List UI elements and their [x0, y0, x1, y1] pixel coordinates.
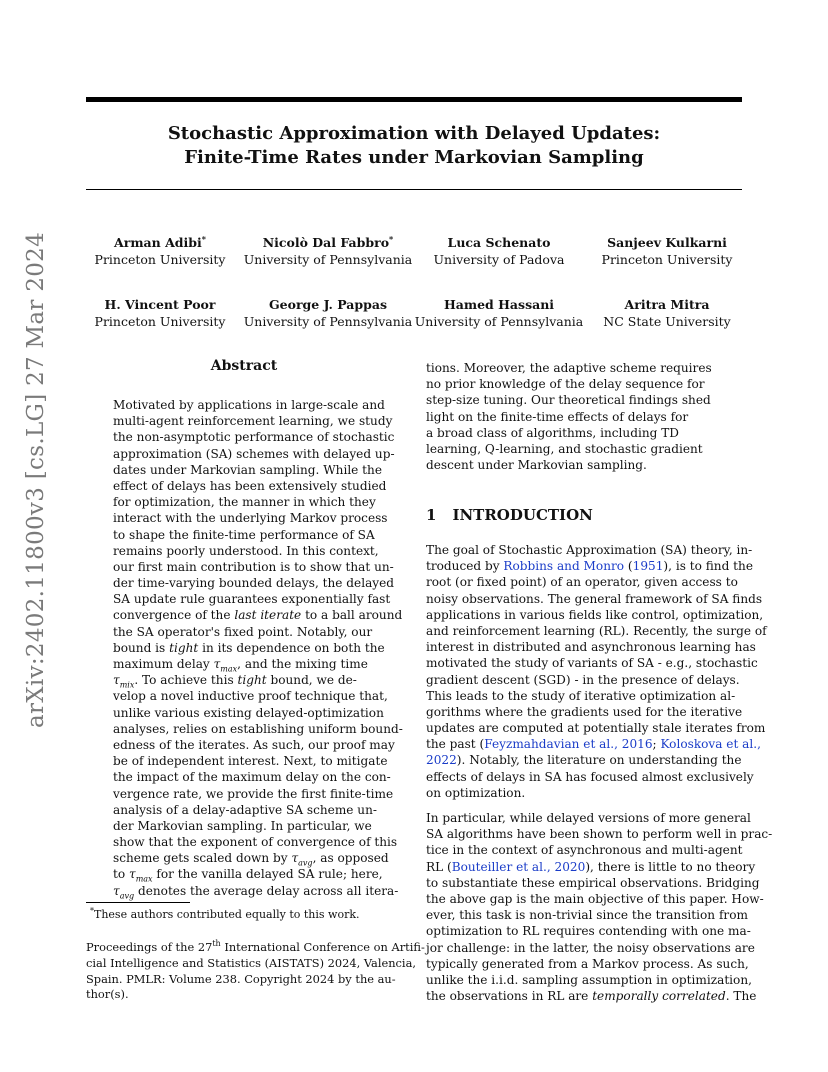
- abstract-line: effect of delays has been extensively studied: [113, 478, 387, 493]
- author-affiliation: University of Pennsylvania: [243, 314, 413, 329]
- abstract-line: interact with the underlying Markov process: [113, 511, 388, 526]
- author-name: George J. Pappas: [268, 297, 388, 312]
- author-name: H. Vincent Poor: [104, 297, 216, 312]
- arxiv-identifier-text: arXiv:2402.11800v3 [cs.LG] 27 Mar 2024: [23, 231, 49, 729]
- abstract-line: velop a novel inductive proof technique that,: [113, 689, 388, 704]
- author-affiliation: University of Padova: [433, 252, 565, 267]
- paragraph-line: troduced by Robbins and Monro (1951), is to find the: [426, 559, 753, 574]
- abstract-line: the non-asymptotic performance of stochastic: [113, 430, 395, 445]
- author-name: Arman Adibi*: [114, 233, 206, 250]
- abstract-continuation: [426, 360, 746, 473]
- intro-paragraph-2: [426, 810, 773, 1004]
- author-name: Luca Schenato: [447, 235, 551, 250]
- proceedings-line: Spain. PMLR: Volume 238. Copyright 2024 by the au-: [86, 971, 396, 986]
- abstract-line: multi-agent reinforcement learning, we study: [113, 414, 393, 429]
- abstract-line: a broad class of algorithms, including TD: [426, 425, 679, 440]
- paragraph-line: the observations in RL are temporally correlated. The: [426, 989, 757, 1004]
- paragraph-line: the past (Feyzmahdavian et al., 2016; Koloskova et al.,: [426, 737, 761, 752]
- abstract-line: light on the finite-time effects of delays for: [426, 409, 689, 424]
- intro-paragraph-1: [426, 542, 767, 801]
- paragraph-line: The goal of Stochastic Approximation (SA) theory, in-: [426, 543, 753, 557]
- author-affiliation: NC State University: [603, 314, 731, 329]
- paragraph-line: motivated the study of variants of SA - e.g., stochastic: [426, 656, 758, 671]
- abstract-line: the SA operator's fixed point. Notably, our: [113, 624, 373, 639]
- abstract-line: be of independent interest. Next, to mitigate: [113, 754, 388, 769]
- paragraph-line: jor challenge: in the latter, the noisy observations are: [426, 940, 755, 955]
- author-affiliation: University of Pennsylvania: [243, 252, 413, 267]
- title-rule: [86, 189, 742, 190]
- author-affiliation: Princeton University: [94, 252, 226, 267]
- abstract-line: edness of the iterates. As such, our proof may: [113, 737, 395, 752]
- paragraph-line: tice in the context of asynchronous and multi-agent: [426, 843, 743, 858]
- paragraph-line: This leads to the study of iterative optimization al-: [426, 688, 736, 703]
- abstract-line: unlike various existing delayed-optimization: [113, 705, 384, 720]
- section-title: INTRODUCTION: [452, 506, 593, 524]
- paragraph-line: to substantiate these empirical observations. Bridging: [426, 875, 760, 890]
- author-block: [70, 234, 250, 268]
- footnote-mark: *: [90, 906, 94, 916]
- abstract-line: Motivated by applications in large-scale and: [113, 398, 385, 412]
- title-line-1: Stochastic Approximation with Delayed Updates:: [167, 123, 661, 144]
- paragraph-line: interest in distributed and asynchronous learning has: [426, 640, 756, 655]
- paragraph-line: In particular, while delayed versions of more general: [426, 811, 751, 825]
- paragraph-line: and reinforcement learning (RL). Recently, the surge of: [426, 623, 767, 638]
- paper-title: [86, 122, 742, 170]
- proceedings-note: [86, 939, 425, 1003]
- abstract-line: maximum delay $\tau_{max}$, and the mixing time: [113, 657, 368, 674]
- abstract-line: the impact of the maximum delay on the con-: [113, 770, 391, 785]
- section-number: 1: [426, 506, 437, 524]
- abstract-line: descent under Markovian sampling.: [426, 458, 647, 473]
- paragraph-line: ever, this task is non-trivial since the transition from: [426, 908, 748, 923]
- abstract-line: der Markovian sampling. In particular, we: [113, 818, 372, 833]
- paragraph-line: on optimization.: [426, 785, 526, 800]
- abstract-line: approximation (SA) schemes with delayed up-: [113, 446, 395, 461]
- footnote: [90, 908, 360, 921]
- abstract-line: analysis of a delay-adaptive SA scheme un-: [113, 802, 377, 817]
- abstract-line: our first main contribution is to show that un-: [113, 559, 394, 574]
- paragraph-line: the above gap is the main objective of this paper. How-: [426, 891, 764, 906]
- author-name: Nicolò Dal Fabbro*: [262, 233, 394, 250]
- author-block: [70, 296, 250, 330]
- author-name: Hamed Hassani: [443, 297, 555, 312]
- abstract-line: remains poorly understood. In this context,: [113, 543, 379, 558]
- author-block: [409, 234, 589, 268]
- paragraph-line: applications in various fields like control, optimization,: [426, 607, 764, 622]
- author-block: [238, 296, 418, 330]
- section-heading: [426, 506, 593, 524]
- author-block: [409, 296, 589, 330]
- abstract-line: no prior knowledge of the delay sequence for: [426, 377, 705, 392]
- paragraph-line: RL (Bouteiller et al., 2020), there is little to no theory: [426, 859, 756, 874]
- paragraph-line: effects of delays in SA has focused almost exclusively: [426, 769, 754, 784]
- abstract-line: tions. Moreover, the adaptive scheme requires: [426, 361, 712, 375]
- abstract-body: [113, 397, 403, 901]
- author-block: [577, 234, 757, 268]
- abstract-line: convergence of the last iterate to a ball around: [113, 608, 403, 623]
- abstract-line: learning, Q-learning, and stochastic gradient: [426, 441, 703, 456]
- abstract-line: scheme gets scaled down by $\tau_{avg}$, as opposed: [113, 851, 389, 868]
- abstract-line: $\tau_{mix}$. To achieve this tight bound, we de-: [113, 673, 357, 690]
- abstract-line: vergence rate, we provide the first finite-time: [113, 786, 394, 801]
- author-block: [238, 234, 418, 268]
- paragraph-line: typically generated from a Markov process. As such,: [426, 956, 749, 971]
- author-name: Aritra Mitra: [624, 297, 710, 312]
- paragraph-line: gorithms where the gradients used for the iterative: [426, 704, 743, 719]
- author-affiliation: Princeton University: [94, 314, 226, 329]
- paragraph-line: SA algorithms have been shown to perform well in prac-: [426, 827, 773, 842]
- abstract-line: to $\tau_{max}$ for the vanilla delayed SA rule; here,: [113, 867, 383, 884]
- top-rule: [86, 97, 742, 102]
- abstract-line: bound is tight in its dependence on both the: [113, 640, 385, 655]
- title-line-2: Finite-Time Rates under Markovian Sampling: [184, 147, 644, 168]
- abstract-line: dates under Markovian sampling. While the: [113, 462, 382, 477]
- abstract-line: to shape the finite-time performance of SA: [113, 527, 375, 542]
- author-block: [577, 296, 757, 330]
- arxiv-identifier: [18, 231, 54, 729]
- paragraph-line: gradient descent (SGD) - in the presence of delays.: [426, 672, 740, 687]
- paragraph-line: optimization to RL requires contending with one ma-: [426, 924, 751, 939]
- paragraph-line: 2022). Notably, the literature on understanding the: [426, 753, 742, 768]
- abstract-line: der time-varying bounded delays, the delayed: [113, 576, 395, 591]
- footnote-rule: [86, 902, 190, 903]
- abstract-line: $\tau_{avg}$ denotes the average delay across all itera-: [113, 883, 399, 901]
- footnote-text: These authors contributed equally to this work.: [94, 908, 360, 921]
- paragraph-line: updates are computed at potentially stale iterates from: [426, 721, 766, 736]
- abstract-line: step-size tuning. Our theoretical findings shed: [426, 393, 711, 408]
- paragraph-line: unlike the i.i.d. sampling assumption in optimization,: [426, 972, 752, 987]
- author-affiliation: University of Pennsylvania: [414, 314, 584, 329]
- author-affiliation: Princeton University: [601, 252, 733, 267]
- paragraph-line: root (or fixed point) of an operator, given access to: [426, 575, 738, 590]
- proceedings-line: cial Intelligence and Statistics (AISTATS) 2024, Valencia,: [86, 955, 416, 970]
- abstract-line: analyses, relies on establishing uniform bound-: [113, 721, 403, 736]
- abstract-line: show that the exponent of convergence of this: [113, 835, 398, 850]
- proceedings-line: thor(s).: [86, 987, 129, 1002]
- abstract-line: for optimization, the manner in which they: [113, 495, 376, 510]
- abstract-heading: Abstract: [210, 358, 278, 374]
- abstract-line: SA update rule guarantees exponentially fast: [113, 592, 391, 607]
- proceedings-line: Proceedings of the 27th International Conference on Artifi-: [86, 939, 425, 954]
- paragraph-line: noisy observations. The general framework of SA finds: [426, 591, 763, 606]
- author-name: Sanjeev Kulkarni: [607, 235, 727, 250]
